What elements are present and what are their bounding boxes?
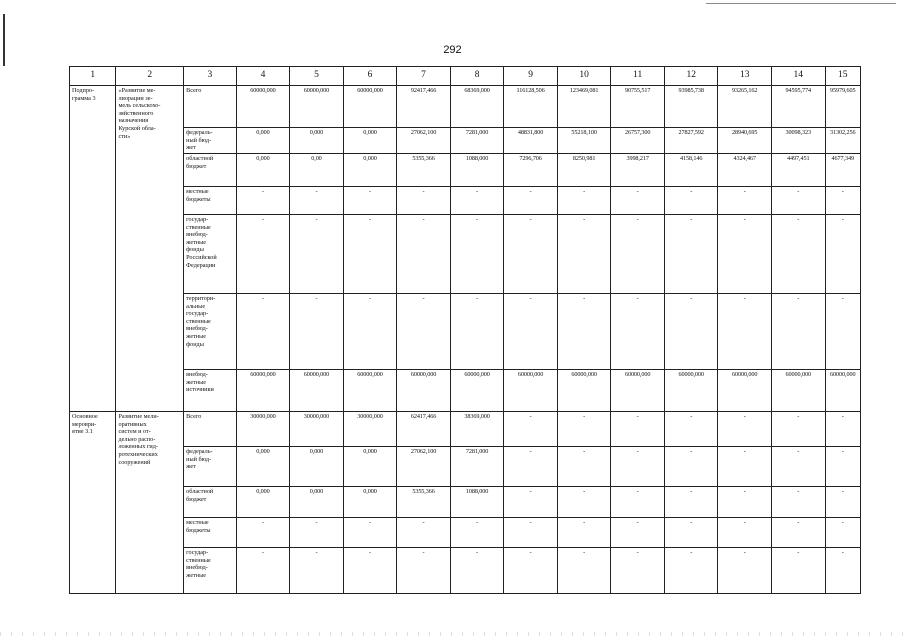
value-cell: - — [397, 294, 451, 370]
value-cell: - — [664, 518, 718, 548]
value-cell: 60000,000 — [825, 370, 860, 412]
value-cell: - — [771, 412, 825, 447]
value-cell: - — [343, 518, 397, 548]
value-cell: - — [504, 518, 558, 548]
value-cell: 31302,256 — [825, 128, 860, 154]
value-cell: 0,000 — [343, 447, 397, 487]
value-cell: - — [450, 215, 504, 294]
value-cell: 7296,706 — [504, 154, 558, 187]
value-cell: - — [343, 294, 397, 370]
value-cell: - — [611, 412, 665, 447]
funding-source-cell: федераль- ный бюд- жет — [184, 447, 237, 487]
value-cell: 60000,000 — [290, 370, 344, 412]
table-row — [70, 412, 861, 447]
status-cell: Основное мероври- ятие 3.1 — [70, 412, 116, 594]
funding-source-cell: местные бюджеты — [184, 187, 237, 215]
column-number-cell: 11 — [611, 67, 665, 86]
value-cell: - — [611, 294, 665, 370]
value-cell: - — [504, 412, 558, 447]
value-cell: - — [718, 487, 772, 518]
value-cell: - — [450, 187, 504, 215]
value-cell: - — [557, 215, 611, 294]
value-cell: - — [771, 447, 825, 487]
status-cell: Подпро- грамма 3 — [70, 86, 116, 412]
value-cell: - — [664, 412, 718, 447]
value-cell: 0,000 — [236, 128, 290, 154]
table-row — [70, 518, 861, 548]
value-cell: 4677,349 — [825, 154, 860, 187]
value-cell: - — [236, 548, 290, 594]
value-cell: 4324,467 — [718, 154, 772, 187]
program-name-cell: Развитие мели- оративных систем и от- дельно распо- ложенных гид- ротехнических сооружений — [116, 412, 184, 594]
value-cell: - — [450, 294, 504, 370]
value-cell: - — [397, 215, 451, 294]
value-cell: - — [825, 215, 860, 294]
value-cell: 55218,100 — [557, 128, 611, 154]
table-row — [70, 548, 861, 594]
column-number-cell: 13 — [718, 67, 772, 86]
value-cell: 5355,366 — [397, 154, 451, 187]
value-cell: 94595,774 — [771, 86, 825, 128]
value-cell: 0,000 — [343, 128, 397, 154]
page-number: 292 — [443, 44, 462, 56]
value-cell: - — [825, 487, 860, 518]
table-row — [70, 154, 861, 187]
value-cell: 0,000 — [290, 447, 344, 487]
column-number-row — [70, 67, 861, 86]
value-cell: - — [290, 187, 344, 215]
value-cell: - — [290, 215, 344, 294]
value-cell: 60000,000 — [290, 86, 344, 128]
table-row — [70, 215, 861, 294]
value-cell: 60000,000 — [718, 370, 772, 412]
value-cell: 27062,100 — [397, 128, 451, 154]
value-cell: - — [664, 487, 718, 518]
value-cell: - — [557, 447, 611, 487]
value-cell: 27827,592 — [664, 128, 718, 154]
value-cell: - — [557, 518, 611, 548]
value-cell: - — [825, 412, 860, 447]
funding-source-cell: государ- ственные внебюд- жетные фонды Российской Федерации — [184, 215, 237, 294]
value-cell: - — [236, 215, 290, 294]
value-cell: - — [290, 294, 344, 370]
value-cell: - — [290, 548, 344, 594]
value-cell: - — [718, 548, 772, 594]
value-cell: 60000,000 — [557, 370, 611, 412]
value-cell: - — [236, 294, 290, 370]
column-number-cell: 10 — [557, 67, 611, 86]
funding-source-cell: территори- альные государ- ственные внебюд- жетные фонды — [184, 294, 237, 370]
value-cell: - — [343, 187, 397, 215]
value-cell: 68369,000 — [450, 86, 504, 128]
value-cell: 0,000 — [236, 487, 290, 518]
value-cell: - — [825, 518, 860, 548]
value-cell: - — [611, 187, 665, 215]
value-cell: - — [611, 548, 665, 594]
value-cell: - — [504, 447, 558, 487]
value-cell: - — [664, 187, 718, 215]
value-cell: - — [450, 548, 504, 594]
value-cell: 28940,695 — [718, 128, 772, 154]
value-cell: 0,000 — [290, 128, 344, 154]
value-cell: - — [343, 548, 397, 594]
value-cell: - — [557, 487, 611, 518]
value-cell: 116128,506 — [504, 86, 558, 128]
column-number-cell: 1 — [70, 67, 116, 86]
value-cell: - — [611, 447, 665, 487]
value-cell: - — [718, 518, 772, 548]
value-cell: 90755,517 — [611, 86, 665, 128]
funding-source-cell: Всего — [184, 412, 237, 447]
column-number-cell: 15 — [825, 67, 860, 86]
column-number-cell: 5 — [290, 67, 344, 86]
value-cell: 92417,466 — [397, 86, 451, 128]
column-number-cell: 12 — [664, 67, 718, 86]
value-cell: - — [557, 412, 611, 447]
value-cell: - — [664, 215, 718, 294]
table-row — [70, 128, 861, 154]
value-cell: 60000,000 — [771, 370, 825, 412]
value-cell: 60000,000 — [504, 370, 558, 412]
value-cell: 7281,000 — [450, 447, 504, 487]
value-cell: 60000,000 — [397, 370, 451, 412]
value-cell: 0,000 — [236, 154, 290, 187]
value-cell: 5355,366 — [397, 487, 451, 518]
value-cell: 0,000 — [343, 487, 397, 518]
value-cell: - — [825, 294, 860, 370]
value-cell: 0,00 — [290, 154, 344, 187]
value-cell: - — [718, 294, 772, 370]
value-cell: - — [504, 187, 558, 215]
value-cell: - — [557, 548, 611, 594]
value-cell: 93985,738 — [664, 86, 718, 128]
value-cell: 26757,300 — [611, 128, 665, 154]
value-cell: - — [290, 518, 344, 548]
value-cell: 60000,000 — [611, 370, 665, 412]
value-cell: 93265,162 — [718, 86, 772, 128]
value-cell: - — [343, 215, 397, 294]
value-cell: 30000,000 — [343, 412, 397, 447]
value-cell: 60000,000 — [450, 370, 504, 412]
value-cell: 60000,000 — [343, 370, 397, 412]
value-cell: - — [504, 215, 558, 294]
table-row — [70, 370, 861, 412]
value-cell: - — [611, 518, 665, 548]
value-cell: - — [397, 548, 451, 594]
value-cell: - — [771, 548, 825, 594]
value-cell: 95979,605 — [825, 86, 860, 128]
value-cell: - — [718, 215, 772, 294]
scan-noise-strip — [0, 632, 905, 636]
value-cell: - — [771, 294, 825, 370]
table-row — [70, 294, 861, 370]
value-cell: 60000,000 — [236, 370, 290, 412]
value-cell: 38369,000 — [450, 412, 504, 447]
value-cell: - — [664, 447, 718, 487]
value-cell: - — [397, 518, 451, 548]
table-row — [70, 187, 861, 215]
value-cell: - — [557, 294, 611, 370]
funding-source-cell: государ- ственные внебюд- жетные — [184, 548, 237, 594]
value-cell: 3998,217 — [611, 154, 665, 187]
value-cell: - — [611, 215, 665, 294]
value-cell: 1088,000 — [450, 154, 504, 187]
funding-source-cell: федераль- ный бюд- жет — [184, 128, 237, 154]
column-number-cell: 14 — [771, 67, 825, 86]
value-cell: - — [771, 215, 825, 294]
column-number-cell: 8 — [450, 67, 504, 86]
value-cell: 0,000 — [343, 154, 397, 187]
value-cell: - — [450, 518, 504, 548]
table-row — [70, 487, 861, 518]
program-name-cell: «Развитие ме- лиорации зе- мель сельскохо- зяйственного назначения Курской обла- сти» — [116, 86, 184, 412]
value-cell: 27062,100 — [397, 447, 451, 487]
value-cell: - — [557, 187, 611, 215]
value-cell: 30098,323 — [771, 128, 825, 154]
value-cell: 60000,000 — [236, 86, 290, 128]
value-cell: 1088,000 — [450, 487, 504, 518]
value-cell: 4497,451 — [771, 154, 825, 187]
funding-source-cell: местные бюджеты — [184, 518, 237, 548]
value-cell: - — [718, 412, 772, 447]
value-cell: - — [397, 187, 451, 215]
funding-source-cell: областной бюджет — [184, 154, 237, 187]
scan-margin-mark — [3, 14, 5, 66]
value-cell: 30000,000 — [236, 412, 290, 447]
column-number-cell: 2 — [116, 67, 184, 86]
value-cell: - — [664, 294, 718, 370]
value-cell: - — [771, 518, 825, 548]
value-cell: - — [611, 487, 665, 518]
value-cell: 7281,000 — [450, 128, 504, 154]
value-cell: 62417,466 — [397, 412, 451, 447]
column-number-cell: 4 — [236, 67, 290, 86]
scan-edge-line — [706, 3, 896, 4]
funding-source-cell: Всего — [184, 86, 237, 128]
value-cell: 4158,146 — [664, 154, 718, 187]
column-number-cell: 9 — [504, 67, 558, 86]
value-cell: - — [504, 487, 558, 518]
value-cell: 8250,981 — [557, 154, 611, 187]
value-cell: 0,000 — [236, 447, 290, 487]
table-row — [70, 86, 861, 128]
value-cell: 123469,081 — [557, 86, 611, 128]
column-number-cell: 7 — [397, 67, 451, 86]
value-cell: - — [236, 187, 290, 215]
value-cell: 60000,000 — [343, 86, 397, 128]
value-cell: - — [504, 548, 558, 594]
column-number-cell: 3 — [184, 67, 237, 86]
funding-source-cell: внебюд- жетные источники — [184, 370, 237, 412]
value-cell: 0,000 — [290, 487, 344, 518]
value-cell: - — [504, 294, 558, 370]
value-cell: - — [771, 487, 825, 518]
table-row — [70, 447, 861, 487]
value-cell: - — [825, 447, 860, 487]
value-cell: - — [825, 187, 860, 215]
value-cell: 48831,800 — [504, 128, 558, 154]
value-cell: - — [825, 548, 860, 594]
value-cell: - — [718, 187, 772, 215]
value-cell: 60000,000 — [664, 370, 718, 412]
funding-source-cell: областной бюджет — [184, 487, 237, 518]
value-cell: - — [771, 187, 825, 215]
budget-table — [69, 66, 861, 594]
value-cell: - — [236, 518, 290, 548]
value-cell: 30000,000 — [290, 412, 344, 447]
column-number-cell: 6 — [343, 67, 397, 86]
value-cell: - — [664, 548, 718, 594]
value-cell: - — [718, 447, 772, 487]
